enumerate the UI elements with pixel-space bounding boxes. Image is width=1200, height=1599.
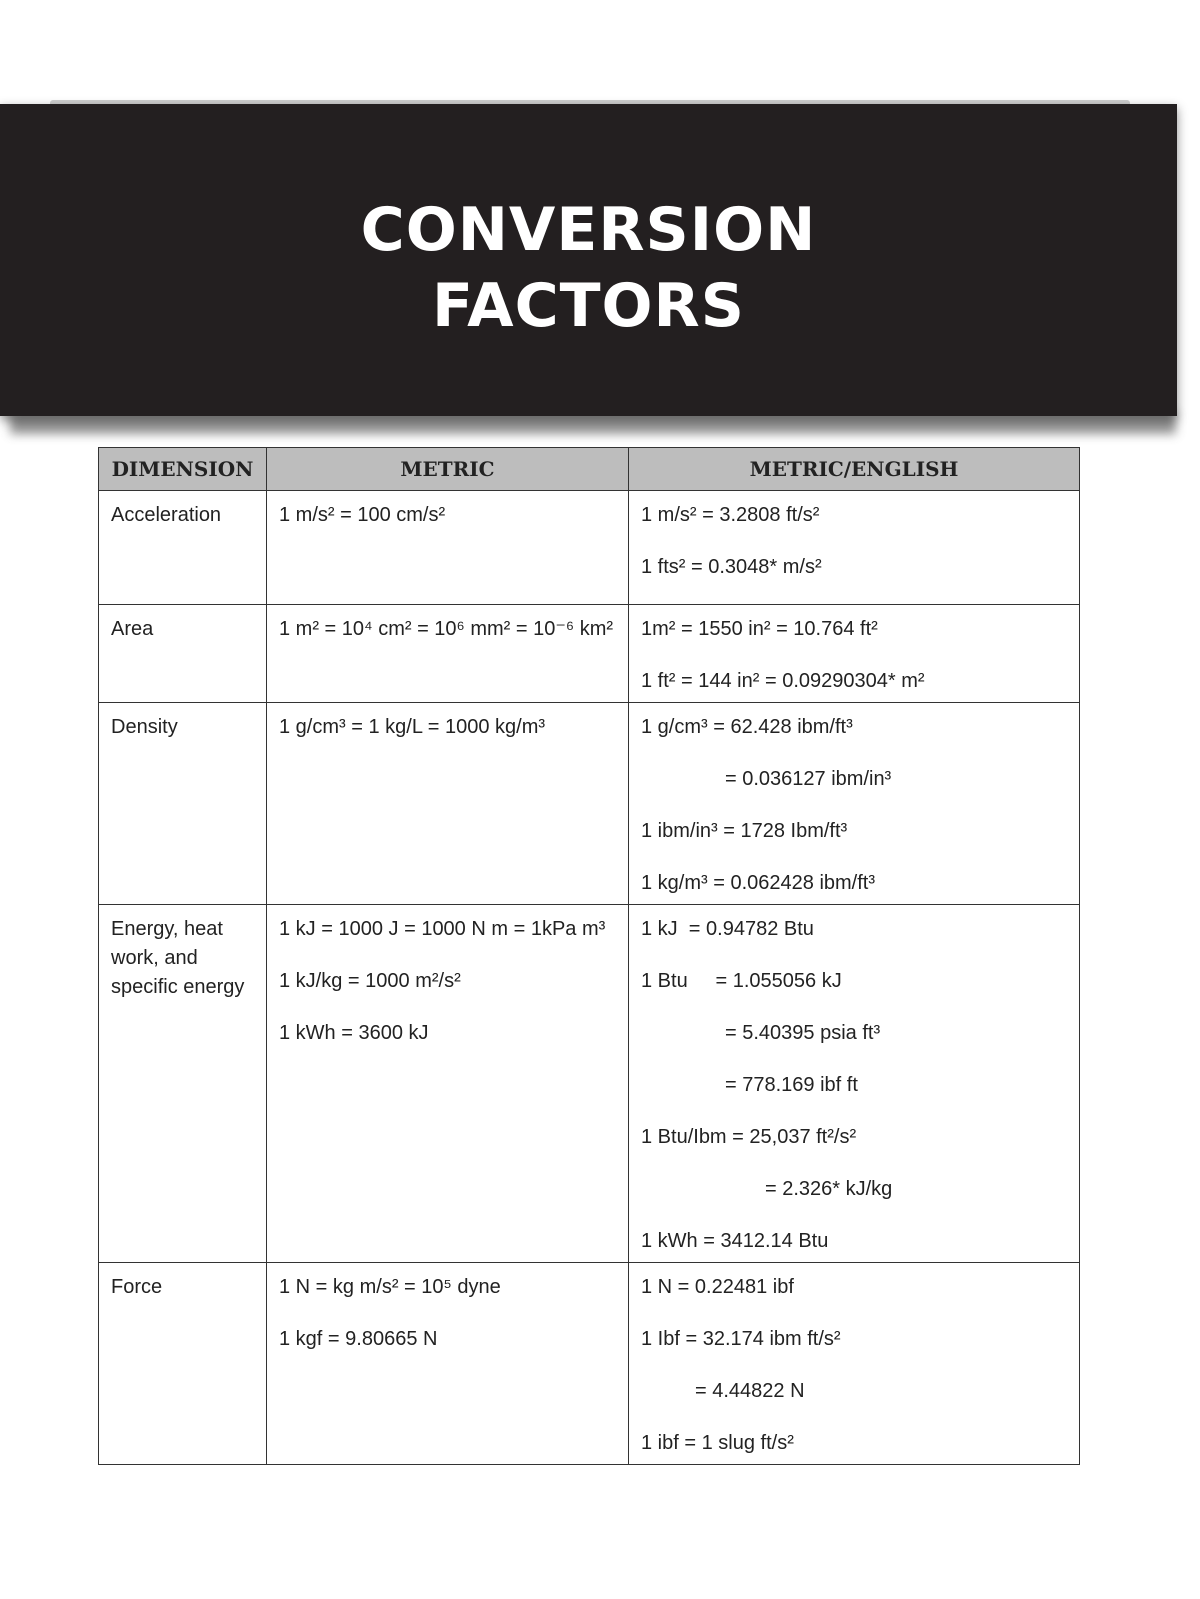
english-factor: = 2.326* kJ/kg: [765, 1178, 893, 1200]
table-row-force: [99, 1263, 1080, 1465]
english-factor: 1 ibm/in³ = 1728 Ibm/ft³: [641, 820, 848, 842]
column-header-metric: METRIC: [267, 448, 629, 491]
english-factor: = 5.40395 psia ft³: [725, 1022, 881, 1044]
column-header-dimension: DIMENSION: [99, 448, 267, 491]
english-factor: 1 ibf = 1 slug ft/s²: [641, 1432, 794, 1454]
table-header-row: [99, 448, 1080, 491]
english-cell: [629, 905, 1080, 1263]
english-cell: [629, 1263, 1080, 1465]
english-factor: 1 g/cm³ = 62.428 ibm/ft³: [641, 716, 853, 738]
metric-cell: [267, 1263, 629, 1465]
dimension-cell: [99, 605, 267, 703]
english-factor: 1 m/s² = 3.2808 ft/s²: [641, 504, 820, 526]
english-factor: 1 Btu = 1.055056 kJ: [641, 970, 842, 992]
english-factor: 1 fts² = 0.3048* m/s²: [641, 556, 822, 578]
dimension-cell: [99, 703, 267, 905]
dimension-cell: [99, 1263, 267, 1465]
page-title-line-1: CONVERSION: [360, 195, 817, 265]
table-row-area: [99, 605, 1080, 703]
english-factor: 1 ft² = 144 in² = 0.09290304* m²: [641, 670, 925, 692]
page-title: [0, 192, 1177, 344]
metric-factor: 1 m² = 10⁴ cm² = 10⁶ mm² = 10⁻⁶ km²: [279, 618, 614, 640]
metric-cell: [267, 605, 629, 703]
title-banner: [0, 104, 1177, 416]
english-factor: 1 Ibf = 32.174 ibm ft/s²: [641, 1328, 841, 1350]
english-cell: [629, 491, 1080, 605]
metric-cell: [267, 905, 629, 1263]
dimension-label: Density: [111, 716, 178, 738]
metric-cell: [267, 491, 629, 605]
table-row-energy: [99, 905, 1080, 1263]
metric-factor: 1 kWh = 3600 kJ: [279, 1022, 429, 1044]
table-row-acceleration: [99, 491, 1080, 605]
dimension-label: Force: [111, 1276, 163, 1298]
metric-factor: 1 kgf = 9.80665 N: [279, 1328, 438, 1350]
english-cell: [629, 703, 1080, 905]
metric-factor: 1 kJ = 1000 J = 1000 N m = 1kPa m³: [279, 918, 606, 940]
conversion-table: [98, 447, 1080, 1465]
english-factor: = 0.036127 ibm/in³: [725, 768, 892, 790]
dimension-label: Acceleration: [111, 504, 222, 526]
dimension-label: Energy, heat work, and specific energy: [111, 918, 245, 998]
metric-factor: 1 N = kg m/s² = 10⁵ dyne: [279, 1276, 501, 1298]
metric-factor: 1 m/s² = 100 cm/s²: [279, 504, 446, 526]
english-factor: = 778.169 ibf ft: [725, 1074, 858, 1096]
dimension-label: Area: [111, 618, 154, 640]
metric-factor: 1 kJ/kg = 1000 m²/s²: [279, 970, 461, 992]
english-factor: 1 kWh = 3412.14 Btu: [641, 1230, 829, 1252]
dimension-cell: [99, 491, 267, 605]
metric-cell: [267, 703, 629, 905]
table-row-density: [99, 703, 1080, 905]
english-factor: 1 Btu/Ibm = 25,037 ft²/s²: [641, 1126, 857, 1148]
metric-factor: 1 g/cm³ = 1 kg/L = 1000 kg/m³: [279, 716, 546, 738]
english-factor: 1 N = 0.22481 ibf: [641, 1276, 794, 1298]
column-header-metric-english: METRIC/ENGLISH: [629, 448, 1080, 491]
english-factor: = 4.44822 N: [695, 1380, 805, 1402]
english-factor: 1 kJ = 0.94782 Btu: [641, 918, 814, 940]
page-title-line-2: FACTORS: [432, 271, 745, 341]
english-factor: 1 kg/m³ = 0.062428 ibm/ft³: [641, 872, 876, 894]
english-cell: [629, 605, 1080, 703]
english-factor: 1m² = 1550 in² = 10.764 ft²: [641, 618, 878, 640]
dimension-cell: [99, 905, 267, 1263]
